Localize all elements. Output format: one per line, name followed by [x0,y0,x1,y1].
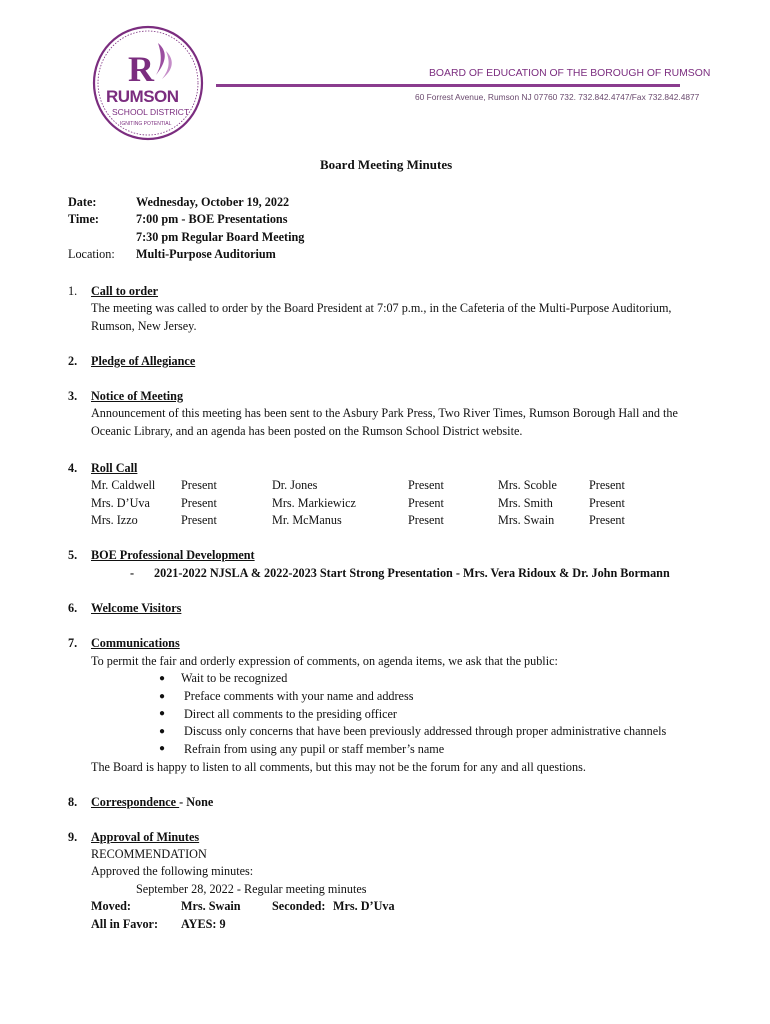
all-in-favor-label: All in Favor: [91,917,159,931]
section-body: Approved the following minutes: [91,864,254,878]
section-heading-pledge: Pledge of Allegiance [91,354,196,368]
roll-call-member: Mrs. Smith [498,496,553,510]
section-number: 4. [68,461,78,475]
all-in-favor-value: AYES: 9 [181,917,226,931]
list-item: Discuss only concerns that have been previously addressed through proper administrative channels [184,724,667,738]
section-number: 8. [68,795,78,809]
section-number: 3. [68,389,78,403]
roll-call-member: Mrs. Scoble [498,478,557,492]
list-item: Preface comments with your name and address [184,689,414,703]
bullet-icon: ● [159,708,166,719]
date-label: Date: [68,195,97,209]
bullet-icon: ● [159,673,166,684]
roll-call-status: Present [181,496,217,510]
seconded-value: Mrs. D’Uva [333,899,395,913]
section-heading-notice: Notice of Meeting [91,389,184,403]
time-value-2: 7:30 pm Regular Board Meeting [136,230,305,244]
list-item: Direct all comments to the presiding officer [184,707,397,721]
location-value: Multi-Purpose Auditorium [136,247,276,261]
bullet-icon: ● [159,691,166,702]
logo-tagline: IGNITING POTENTIAL [120,121,172,127]
roll-call-member: Mr. Caldwell [91,478,156,492]
board-title: BOARD OF EDUCATION OF THE BOROUGH OF RUMSON [429,68,711,79]
logo-name: RUMSON [106,87,179,106]
list-item: Refrain from using any pupil or staff member’s name [184,742,445,756]
roll-call-status: Present [181,513,217,527]
section-heading-correspondence: Correspondence [91,795,180,809]
roll-call-status: Present [181,478,217,492]
seconded-label: Seconded: [272,899,326,913]
roll-call-status: Present [408,513,444,527]
section-body: Oceanic Library, and an agenda has been posted on the Rumson School District website. [91,424,523,438]
logo-district: SCHOOL DISTRICT [112,107,190,117]
location-label: Location: [68,247,115,261]
roll-call-member: Dr. Jones [272,478,318,492]
correspondence-line [91,795,213,810]
roll-call-member: Mrs. Markiewicz [272,496,356,510]
logo-letter: R [128,49,154,89]
correspondence-status: - None [179,795,214,809]
roll-call-status: Present [589,496,625,510]
presentation-item: 2021-2022 NJSLA & 2022-2023 Start Strong Presentation - Mrs. Vera Ridoux & Dr. John Bormann [154,566,670,580]
roll-call-member: Mr. McManus [272,513,342,527]
header-divider [216,84,680,87]
section-body: Announcement of this meeting has been sent to the Asbury Park Press, Two River Times, Rumson Borough Hall and the [91,406,678,420]
section-heading-call-to-order: Call to order [91,284,159,298]
roll-call-member: Mrs. Izzo [91,513,138,527]
time-label: Time: [68,212,99,226]
section-body: The meeting was called to order by the Board President at 7:07 p.m., in the Cafeteria of the Multi-Purpose Auditorium, [91,301,672,315]
date-value: Wednesday, October 19, 2022 [136,195,290,209]
bullet-icon: ● [159,726,166,737]
moved-value: Mrs. Swain [181,899,241,913]
section-number: 2. [68,354,78,368]
section-number: 9. [68,830,78,844]
roll-call-status: Present [408,496,444,510]
section-number: 7. [68,636,78,650]
section-heading-roll-call: Roll Call [91,461,138,475]
section-number: 5. [68,548,78,562]
bullet-icon: ● [159,743,166,754]
roll-call-member: Mrs. Swain [498,513,555,527]
time-value-1: 7:00 pm - BOE Presentations [136,212,288,226]
section-body: Rumson, New Jersey. [91,319,197,333]
section-number: 1. [68,284,78,298]
section-heading-welcome-visitors: Welcome Visitors [91,601,182,615]
roll-call-status: Present [589,513,625,527]
roll-call-status: Present [589,478,625,492]
district-logo [92,25,204,141]
roll-call-member: Mrs. D’Uva [91,496,150,510]
board-address: 60 Forrest Avenue, Rumson NJ 07760 732. 732.842.4747/Fax 732.842.4877 [415,92,700,102]
recommendation-label: RECOMMENDATION [91,847,207,861]
moved-label: Moved: [91,899,131,913]
page-title: Board Meeting Minutes [320,157,453,172]
section-heading-approval-of-minutes: Approval of Minutes [91,830,200,844]
list-item: Wait to be recognized [181,671,288,685]
section-number: 6. [68,601,78,615]
roll-call-status: Present [408,478,444,492]
section-heading-professional-development: BOE Professional Development [91,548,255,562]
section-body: The Board is happy to listen to all comments, but this may not be the forum for any and all questions. [91,760,586,774]
section-heading-communications: Communications [91,636,180,650]
minutes-item: September 28, 2022 - Regular meeting minutes [136,882,367,896]
section-body: To permit the fair and orderly expression of comments, on agenda items, we ask that the public: [91,654,558,668]
list-dash: - [130,566,135,580]
